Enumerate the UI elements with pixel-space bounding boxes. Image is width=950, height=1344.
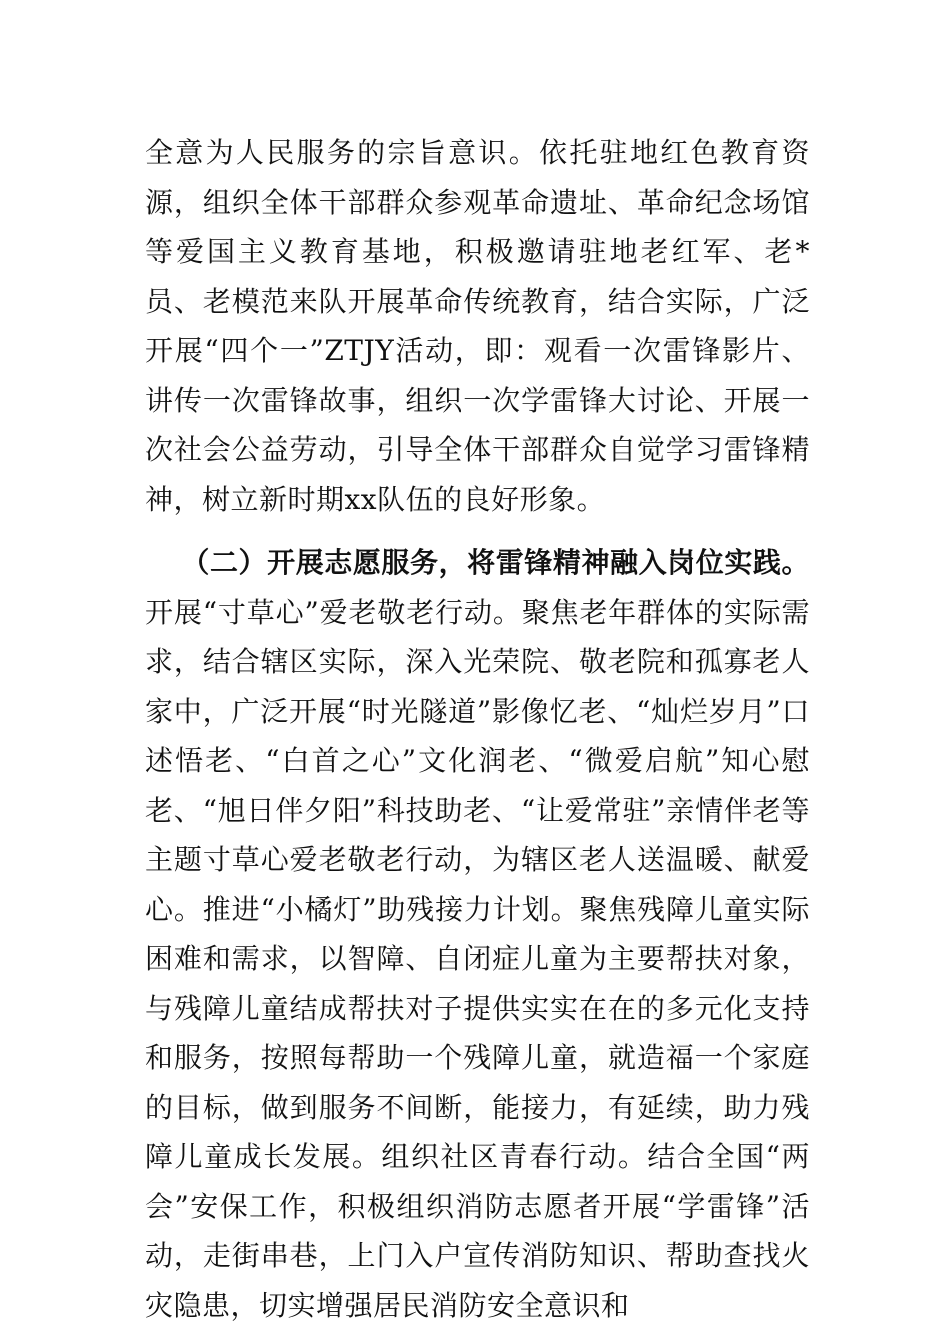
paragraph-body: 开展“寸草心”爱老敬老行动。聚焦老年群体的实际需求，结合辖区实际，深入光荣院、敬老院和孤寡老人家中，广泛开展“时光隧道”影像忆老、“灿烂岁月”口述悟老、“白首之心”文化润老、“微爱启航”知心慰老、“旭日伴夕阳”科技助老、“让爱常驻”亲情伴老等主题寸草心爱老敬老行动，为辖区老人送温暖、献爱心。推进“小橘灯”助残接力计划。聚焦残障儿童实际困难和需求，以智障、自闭症儿童为主要帮扶对象，与残障儿童结成帮扶对子提供实实在在的多元化支持和服务，按照每帮助一个残障儿童，就造福一个家庭的目标，做到服务不间断，能接力，有延续，助力残障儿童成长发展。组织社区青春行动。结合全国“两会”安保工作，积极组织消防志愿者开展“学雷锋”活动，走街串巷，上门入户宣传消防知识、帮助查找火灾隐患，切实增强居民消防安全意识和 (145, 595, 810, 1322)
section-heading: （二）开展志愿服务，将雷锋精神融入岗位实践。 (181, 546, 810, 579)
paragraph-continuation: 全意为人民服务的宗旨意识。依托驻地红色教育资源，组织全体干部群众参观革命遗址、革命纪念场馆等爱国主义教育基地，积极邀请驻地老红军、老*员、老模范来队开展革命传统教育，结合实际，广泛开展“四个一”ZTJY活动，即：观看一次雷锋影片、讲传一次雷锋故事，组织一次学雷锋大讨论、开展一次社会公益劳动，引导全体干部群众自觉学习雷锋精神，树立新时期xx队伍的良好形象。 (145, 136, 810, 516)
paragraph-volunteer-service (145, 538, 810, 1330)
document-body (145, 128, 810, 1330)
